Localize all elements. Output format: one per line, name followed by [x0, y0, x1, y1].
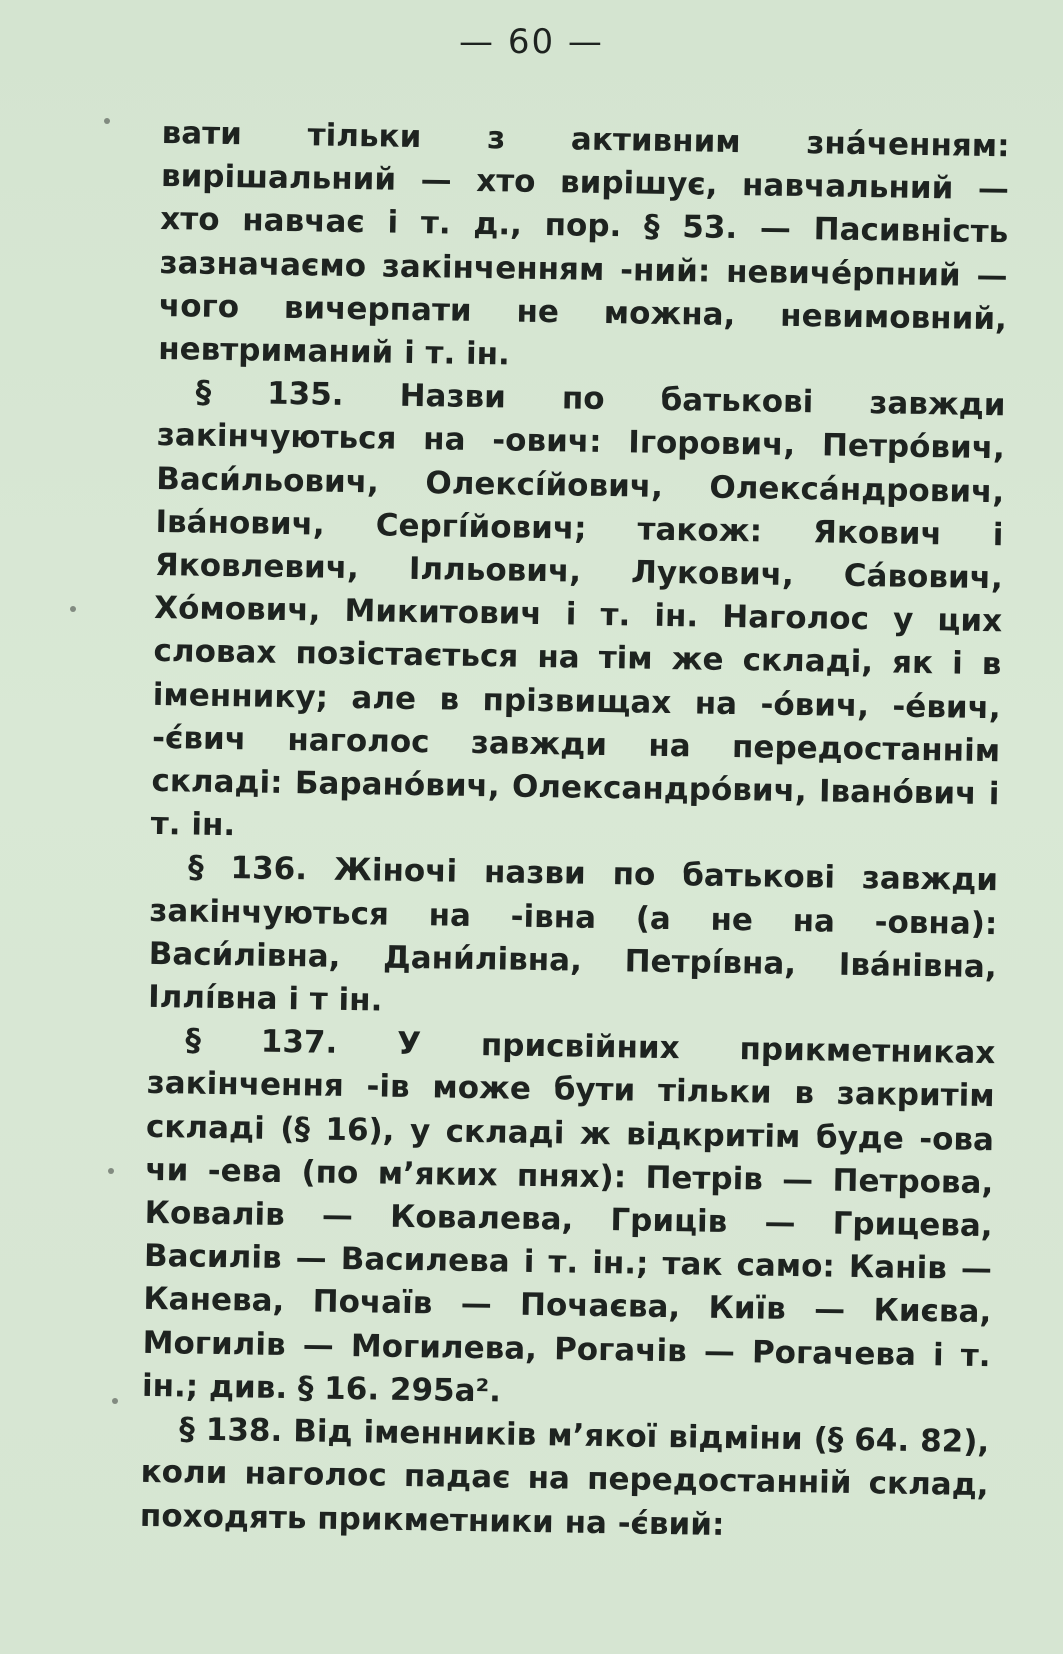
body-text	[140, 112, 1010, 1551]
paragraph-135: § 135. Назви по батькові завжди закінчуються на -ович: Ігорович, Петро́вич, Васи́льович, Олексі́йович, Олекса́ндрович, Іва́нович, Сергі́йович; також: Якович і Яковлевич, Ілльович, Лукович, Са́вович, Хо́мович, Микитович і т. ін. Наголос у цих словах позістається на тім же складі, як і в іменнику; але в прізвищах на -о́вич, -е́вич, -є́вич наголос завжди на передостаннім складі: Барано́вич, Олександро́вич, Івано́вич і т. ін.	[150, 374, 1006, 844]
print-speck	[112, 1398, 118, 1404]
print-speck	[70, 606, 76, 612]
paragraph-continued: вати тільки з активним зна́ченням: вирішальний — хто вирішує, навчальний — хто навчає і т. д., пор. § 53. — Пасивність зазначаємо закінченням -ний: невиче́рпний — чого вичерпати не можна, невимовний, невтриманий і т. ін.	[157, 114, 1010, 373]
page-number: — 60 —	[459, 22, 604, 62]
paragraph-138: § 138. Від іменників м’якої відміни (§ 64. 82), коли наголос падає на передостанній склад, походять прикметники на -є́вий:	[139, 1411, 990, 1543]
paragraph-136: § 136. Жіночі назви по батькові завжди закінчуються на -івна (а не на -овна): Васи́лівна, Дани́лівна, Петрі́вна, Іва́нівна, Іллі́вна і т ін.	[147, 849, 999, 1019]
print-speck	[108, 1168, 114, 1174]
print-speck	[104, 118, 110, 124]
paragraph-137: § 137. У присвійних прикметниках закінчення -ів може бути тільки в закритім складі (§ 16), у складі ж відкритім буде -ова чи -ева (по м’яких пнях): Петрів — Петрова, Ковалів — Ковалева, Гриців — Грицева, Василів — Василева і т. ін.; так само: Канів — Канева, Почаїв — Почаєва, Київ — Києва, Могилів — Могилева, Рогачів — Рогачева і т. ін.; див. § 16. 295а².	[141, 1022, 996, 1410]
